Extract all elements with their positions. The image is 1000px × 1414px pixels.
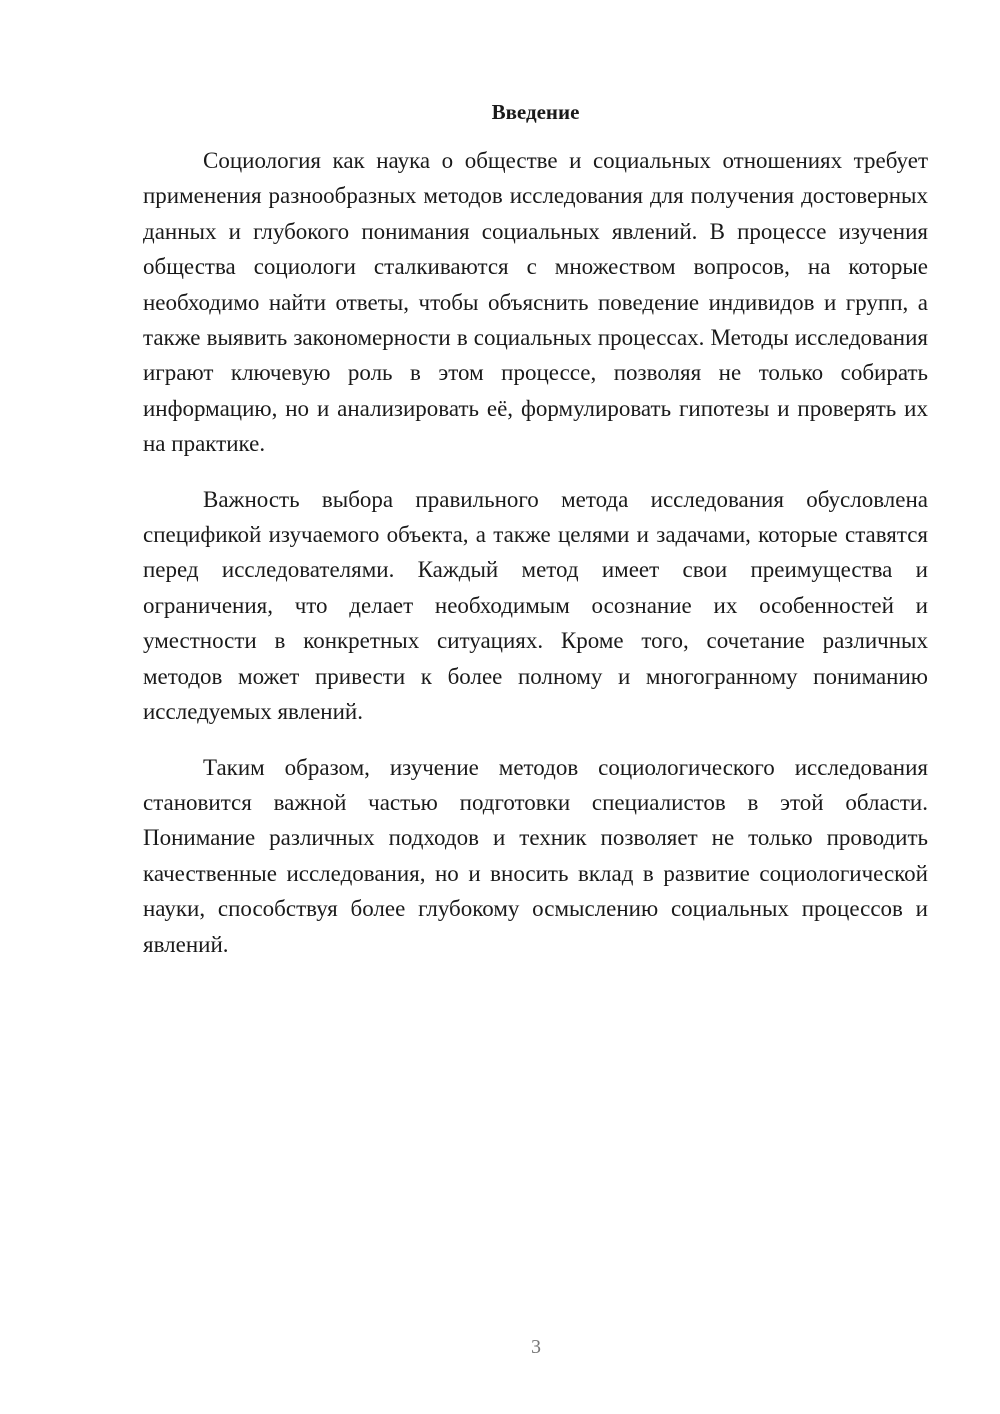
paragraph-1: Социология как наука о обществе и социальных отношениях требует применения разнообразных методов исследования для получения достоверных данных и глубокого понимания социальных явлений. В процессе изучения общества социологи сталкиваются с множеством вопросов, на которые необходимо найти ответы, чтобы объяснить поведение индивидов и групп, а также выявить закономерности в социальных процессах. Методы исследования играют ключевую роль в этом процессе, позволяя не только собирать информацию, но и анализировать её, формулировать гипотезы и проверять их на практике. — [143, 148, 928, 457]
body-text — [143, 143, 928, 982]
paragraph-2: Важность выбора правильного метода исследования обусловлена спецификой изучаемого объекта, а также целями и задачами, которые ставятся перед исследователями. Каждый метод имеет свои преимущества и ограничения, что делает необходимым осознание их особенностей и уместности в конкретных ситуациях. Кроме того, сочетание различных методов может привести к более полному и многогранному пониманию исследуемых явлений. — [143, 486, 928, 725]
paragraph-3: Таким образом, изучение методов социологического исследования становится важной частью подготовки специалистов в этой области. Понимание различных подходов и техник позволяет не только проводить качественные исследования, но и вносить вклад в развитие социологической науки, способствуя более глубокому осмыслению социальных процессов и явлений. — [143, 754, 928, 957]
page-title: Введение — [491, 100, 580, 124]
page-number: 3 — [531, 1336, 541, 1358]
